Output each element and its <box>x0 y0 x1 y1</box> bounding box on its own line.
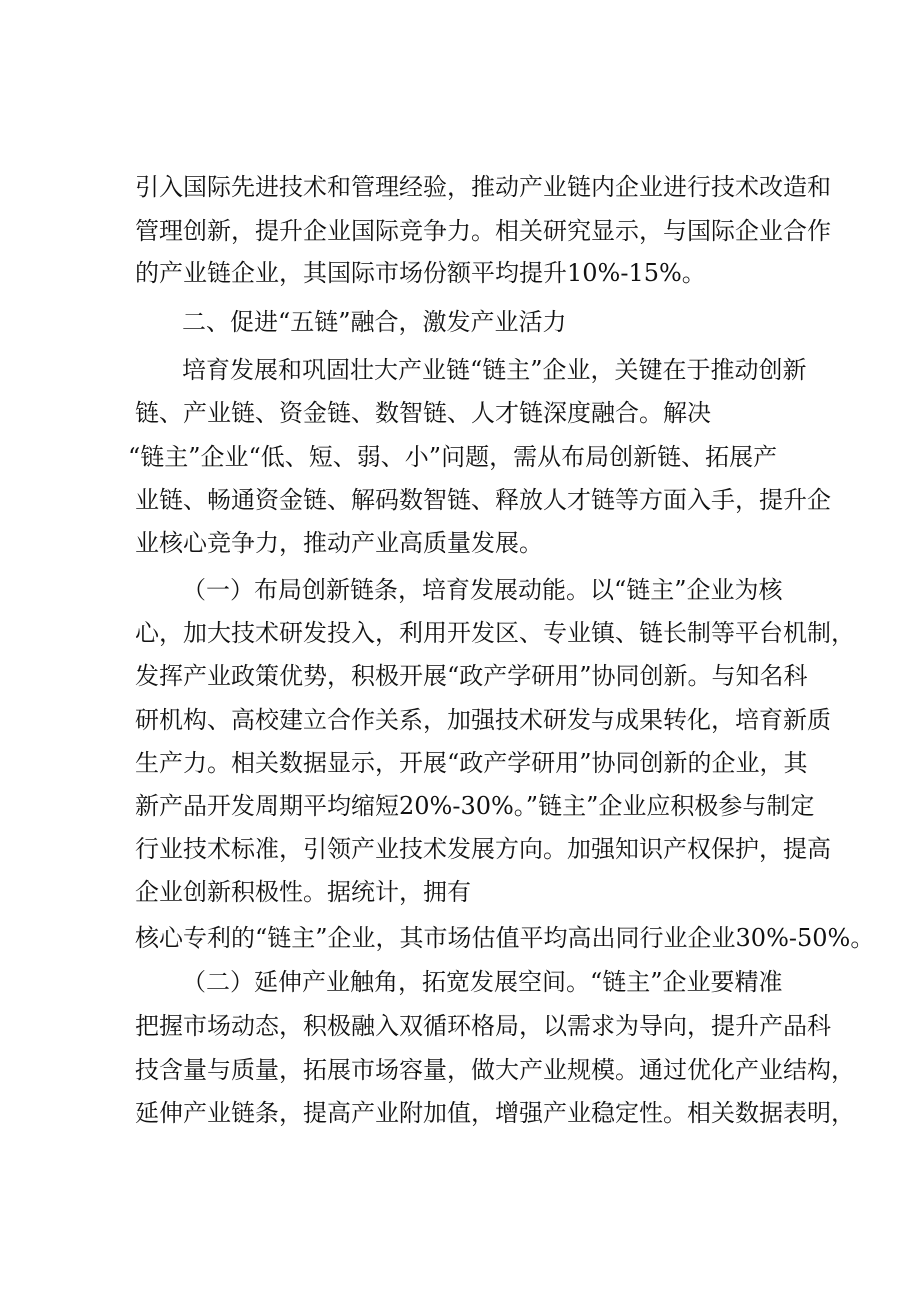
paragraph-line: 业核心竞争力，推动产业高质量发展。 <box>135 529 543 557</box>
paragraph-line: 核心专利的“链主”企业，其市场估值平均高出同行业企业30%-50%。 <box>135 924 875 952</box>
paragraph-line: 技含量与质量，拓展市场容量，做大产业规模。通过优化产业结构， <box>135 1056 855 1084</box>
paragraph-line: 培育发展和巩固壮大产业链“链主”企业，关键在于推动创新 <box>182 356 807 384</box>
subsection-heading: （二）延伸产业触角，拓宽发展空间。“链主”企业要精准 <box>182 968 783 996</box>
paragraph-line: 企业创新积极性。据统计，拥有 <box>135 878 471 906</box>
paragraph-line: 的产业链企业，其国际市场份额平均提升10%-15%。 <box>135 259 706 287</box>
paragraph-line: 发挥产业政策优势，积极开展“政产学研用”协同创新。与知名科 <box>135 662 808 690</box>
paragraph-line: 新产品开发周期平均缩短20%-30%。”链主”企业应积极参与制定 <box>135 792 815 820</box>
paragraph-line: 行业技术标准，引领产业技术发展方向。加强知识产权保护，提高 <box>135 835 831 863</box>
paragraph-line: 研机构、高校建立合作关系，加强技术研发与成果转化，培育新质 <box>135 706 831 734</box>
paragraph-line: 生产力。相关数据显示，开展“政产学研用”协同创新的企业，其 <box>135 749 808 777</box>
paragraph-line: 链、产业链、资金链、数智链、人才链深度融合。解决 <box>135 399 711 427</box>
paragraph-line: 延伸产业链条，提高产业附加值，增强产业稳定性。相关数据表明， <box>135 1099 855 1127</box>
paragraph-line: 心，加大技术研发投入，利用开发区、专业镇、链长制等平台机制， <box>135 619 855 647</box>
subsection-heading: （一）布局创新链条，培育发展动能。以“链主”企业为核 <box>182 576 783 604</box>
section-heading: 二、促进“五链”融合，激发产业活力 <box>182 308 567 336</box>
paragraph-line: 管理创新，提升企业国际竞争力。相关研究显示，与国际企业合作 <box>135 217 831 245</box>
paragraph-line: 引入国际先进技术和管理经验，推动产业链内企业进行技术改造和 <box>135 173 831 201</box>
paragraph-line: 业链、畅通资金链、解码数智链、释放人才链等方面入手，提升企 <box>135 486 831 514</box>
paragraph-line: 把握市场动态，积极融入双循环格局，以需求为导向，提升产品科 <box>135 1012 831 1040</box>
paragraph-line: “链主”企业“低、短、弱、小”问题，需从布局创新链、拓展产 <box>128 443 778 471</box>
